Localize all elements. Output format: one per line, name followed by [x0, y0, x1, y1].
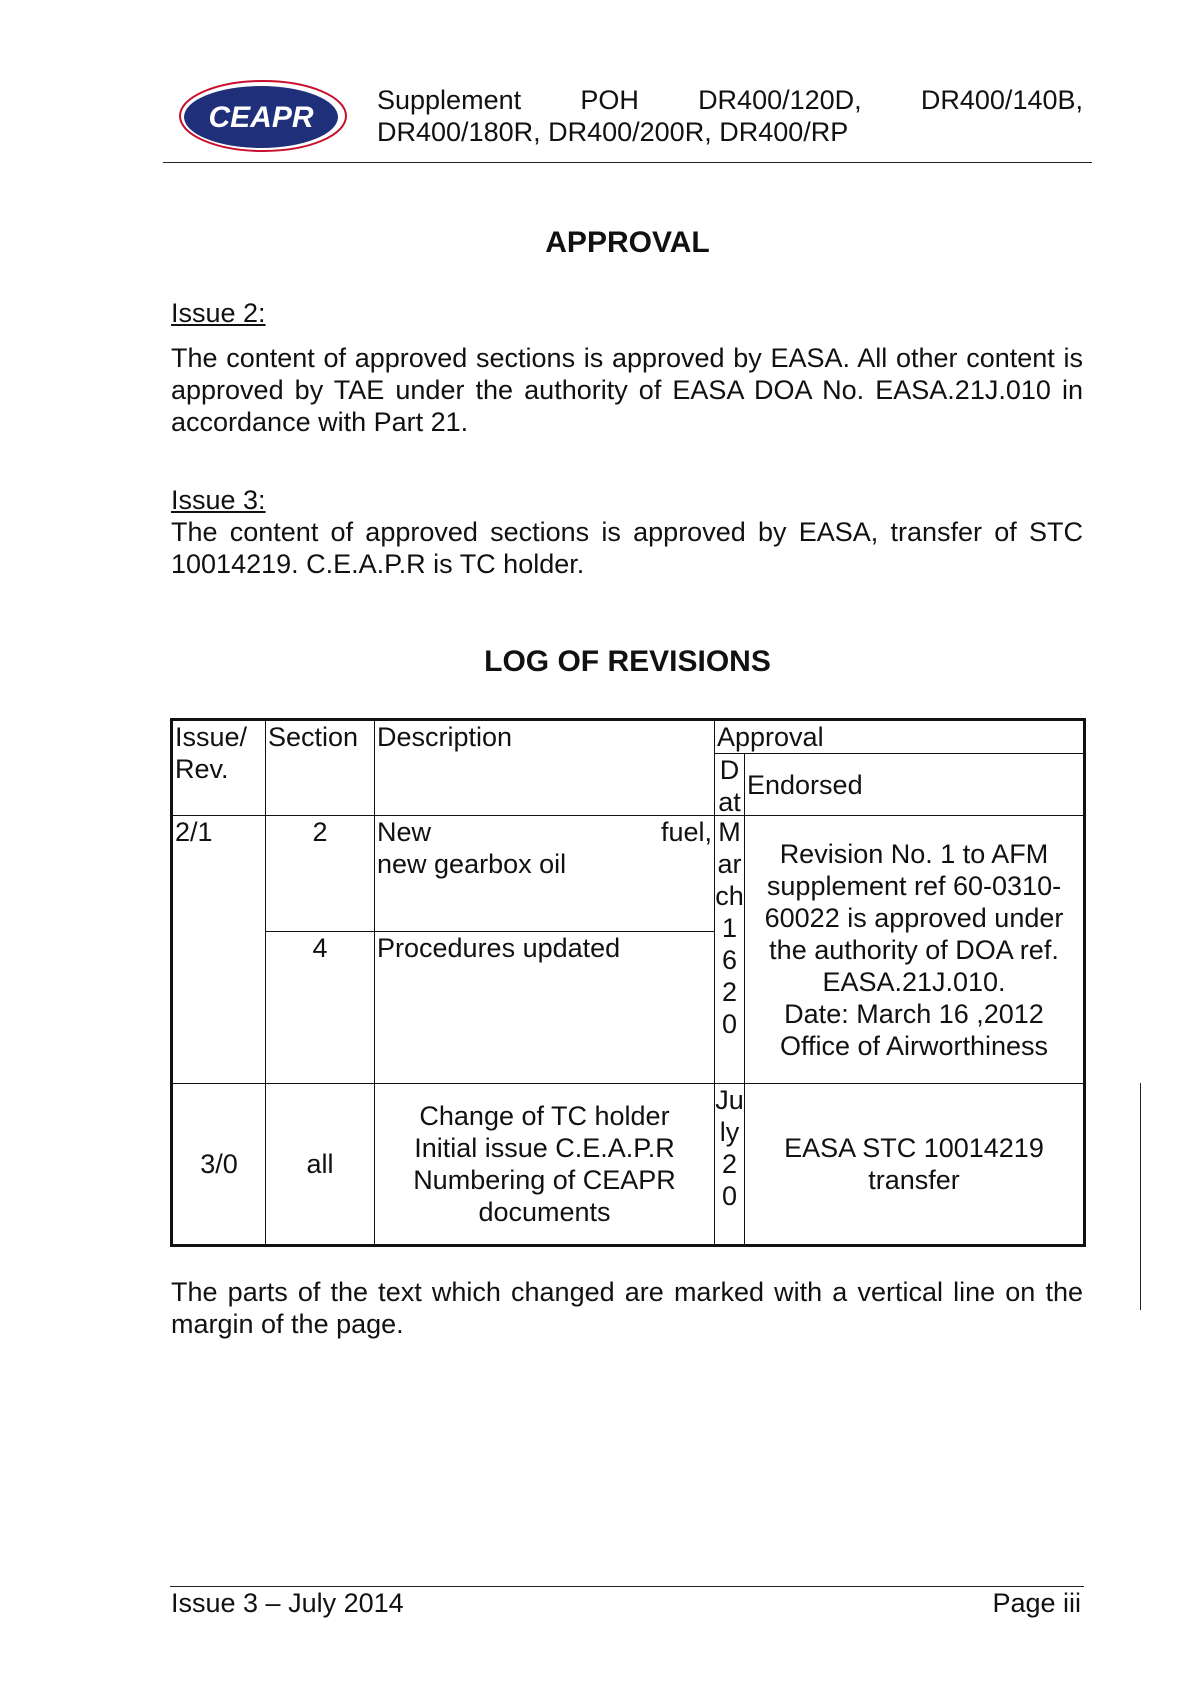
header-word: DR400/140B,	[920, 85, 1083, 115]
logo-text: CEAPR	[208, 101, 314, 134]
issue2-text: The content of approved sections is approved by EASA. All other content is approved by TAE under the authority of EASA DOA No. EASA.21J.010 in accordance with Part 21.	[171, 343, 1083, 437]
row-description: Procedures updated	[375, 932, 715, 1084]
desc-line: Change of TC holder	[419, 1101, 670, 1131]
changes-note: The parts of the text which changed are marked with a vertical line on the margin of the page.	[171, 1277, 1083, 1339]
desc-line: new gearbox oil	[377, 849, 567, 879]
endorsed-line: transfer	[868, 1165, 960, 1195]
endorsed-line: EASA.21J.010.	[822, 966, 1006, 997]
header-section: Section	[266, 720, 375, 816]
desc-line: documents	[478, 1197, 611, 1227]
desc-word: New	[377, 817, 432, 847]
approval-title: APPROVAL	[545, 226, 710, 259]
change-bar	[1140, 1083, 1141, 1310]
row-description	[375, 1084, 715, 1246]
header-approval: Approval	[715, 720, 1085, 754]
row-date: July20	[715, 1084, 745, 1246]
row-section: all	[266, 1084, 375, 1246]
issue3-label: Issue 3:	[171, 485, 266, 515]
row-section: 2	[266, 816, 375, 932]
header-word: POH	[580, 85, 639, 115]
endorsed-line: supplement ref 60-0310-	[766, 870, 1062, 901]
revisions-table	[170, 718, 1086, 1247]
endorsed-line: Office of Airworthiness	[779, 1030, 1049, 1061]
footer-page-number: Page iii	[992, 1588, 1081, 1618]
header-title-line2: DR400/180R, DR400/200R, DR400/RP	[377, 117, 849, 147]
row-date: March 1620	[715, 816, 745, 1084]
row-section: 4	[266, 932, 375, 1084]
header-description: Description	[375, 720, 715, 816]
header-issue-rev: Issue/ Rev.	[172, 720, 266, 816]
desc-line: Initial issue C.E.A.P.R	[414, 1133, 675, 1163]
row-endorsed	[745, 816, 1085, 1084]
endorsed-line: EASA STC 10014219	[784, 1133, 1044, 1163]
row-endorsed	[745, 1084, 1085, 1246]
ceapr-logo	[178, 78, 348, 154]
issue3-text: The content of approved sections is approved by EASA, transfer of STC 10014219. C.E.A.P.R is TC holder.	[171, 517, 1083, 579]
header-date: Dat	[715, 754, 745, 816]
desc-word: fuel,	[660, 817, 712, 847]
header-title-line1	[377, 84, 1083, 116]
header-word: Supplement	[377, 85, 522, 115]
endorsed-line: Revision No. 1 to AFM	[779, 838, 1049, 869]
header-word: DR400/120D,	[698, 85, 862, 115]
row-issue: 2/1	[172, 816, 266, 1084]
footer-issue: Issue 3 – July 2014	[171, 1588, 404, 1618]
header-divider	[163, 162, 1092, 163]
footer-divider	[170, 1586, 1084, 1587]
endorsed-line: 60022 is approved under	[764, 902, 1064, 933]
issue2-label: Issue 2:	[171, 298, 266, 328]
desc-line: Numbering of CEAPR	[413, 1165, 676, 1195]
row-description	[375, 816, 715, 932]
header-endorsed: Endorsed	[745, 754, 1085, 816]
log-of-revisions-title: LOG OF REVISIONS	[484, 645, 771, 678]
row-issue: 3/0	[172, 1084, 266, 1246]
endorsed-line: Date: March 16 ,2012	[784, 998, 1044, 1029]
endorsed-line: the authority of DOA ref.	[769, 934, 1059, 965]
